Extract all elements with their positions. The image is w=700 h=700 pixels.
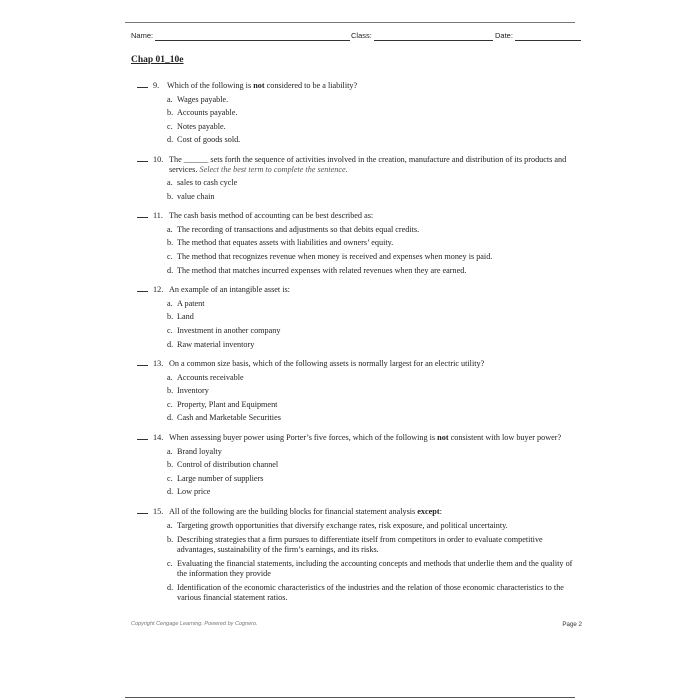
answer-choice: a. sales to cash cycle — [167, 177, 238, 187]
question-number: 14. — [153, 433, 164, 443]
question — [137, 505, 577, 605]
date-field[interactable] — [515, 40, 581, 41]
answer-choice: c. Investment in another company — [167, 325, 281, 335]
page-title: Chap 01_10e — [131, 55, 184, 65]
question-stem: All of the following are the building blocks for financial statement analysis except: — [169, 507, 442, 517]
question-number: 11. — [153, 211, 163, 221]
answer-choice: d. Low price — [167, 487, 211, 497]
answer-blank[interactable] — [137, 209, 148, 218]
question-stem: The ______ sets forth the sequence of activities involved in the creation, manufacture and distribution of its products and services. Select the best term to complete the sentence. — [169, 154, 567, 174]
answer-choice: c. Notes payable. — [167, 121, 226, 131]
answer-choice: d. Raw material inventory — [167, 339, 255, 349]
header — [131, 31, 581, 43]
date-label: Date: — [495, 31, 513, 40]
question — [137, 79, 577, 147]
answer-blank[interactable] — [137, 505, 148, 514]
answer-choice: d. Identification of the economic characteristics of the industries and the relation of those economic characteristics to the various financial statement ratios. — [167, 582, 564, 602]
question-number: 15. — [153, 507, 164, 517]
answer-blank[interactable] — [137, 153, 148, 162]
question-list — [137, 79, 577, 611]
answer-blank[interactable] — [137, 283, 148, 292]
class-field[interactable] — [374, 40, 493, 41]
answer-choice: b. Describing strategies that a firm pursues to differentiate itself from competitors in order to evaluate competitive advantages, sustainability of the firm’s earnings, and its risks. — [167, 534, 543, 554]
answer-choice: a. Brand loyalty — [167, 446, 222, 456]
answer-choice: c. Property, Plant and Equipment — [167, 399, 278, 409]
answer-choice: a. Accounts receivable — [167, 372, 244, 382]
answer-choice: b. Inventory — [167, 386, 209, 396]
question-number: 13. — [153, 359, 164, 369]
class-label: Class: — [351, 31, 372, 40]
footer — [131, 621, 582, 627]
question-stem: On a common size basis, which of the following assets is normally largest for an electric utility? — [169, 359, 485, 369]
question-number: 10. — [153, 154, 164, 164]
answer-choice: d. Cash and Marketable Securities — [167, 413, 281, 423]
top-rule — [125, 22, 575, 23]
answer-choice: b. Control of distribution channel — [167, 460, 279, 470]
answer-choice: a. The recording of transactions and adjustments so that debits equal credits. — [167, 224, 420, 234]
question-stem: An example of an intangible asset is: — [169, 285, 290, 295]
answer-choice: d. Cost of goods sold. — [167, 135, 241, 145]
question-stem: When assessing buyer power using Porter’s five forces, which of the following is not consistent with low buyer power? — [169, 433, 562, 443]
answer-choice: b. Land — [167, 312, 194, 322]
answer-blank[interactable] — [137, 79, 148, 88]
name-label: Name: — [131, 31, 154, 40]
answer-blank[interactable] — [137, 357, 148, 366]
name-field[interactable] — [155, 40, 350, 41]
answer-choice: c. Large number of suppliers — [167, 473, 264, 483]
copyright-notice: Copyright Cengage Learning. Powered by Cognero. — [131, 621, 258, 627]
question — [137, 357, 577, 425]
answer-choice: a. Targeting growth opportunities that diversify exchange rates, risk exposure, and political uncertainty. — [167, 520, 508, 530]
question — [137, 283, 577, 351]
answer-choice: a. A patent — [167, 298, 205, 308]
answer-choice: a. Wages payable. — [167, 94, 229, 104]
question-stem: Which of the following is not considered to be a liability? — [167, 81, 358, 90]
bottom-rule — [125, 697, 575, 698]
answer-choice: c. The method that recognizes revenue when money is received and expenses when money is paid. — [167, 251, 493, 261]
answer-choice: c. Evaluating the financial statements, including the accounting concepts and methods that underlie them and the quality of the information they provide — [167, 558, 573, 578]
question — [137, 209, 577, 277]
question-number: 12. — [153, 285, 164, 295]
answer-blank[interactable] — [137, 431, 148, 440]
question-stem: The cash basis method of accounting can be best described as: — [169, 211, 374, 221]
answer-choice: b. The method that equates assets with liabilities and owners’ equity. — [167, 238, 394, 248]
question-number: 9. — [153, 81, 160, 90]
answer-choice: d. The method that matches incurred expenses with related revenues when they are earned. — [167, 265, 467, 275]
page-number: Page 2 — [562, 621, 582, 628]
question — [137, 431, 577, 499]
answer-choice: b. Accounts payable. — [167, 108, 238, 118]
answer-choice: b. value chain — [167, 191, 215, 201]
question — [137, 153, 577, 203]
